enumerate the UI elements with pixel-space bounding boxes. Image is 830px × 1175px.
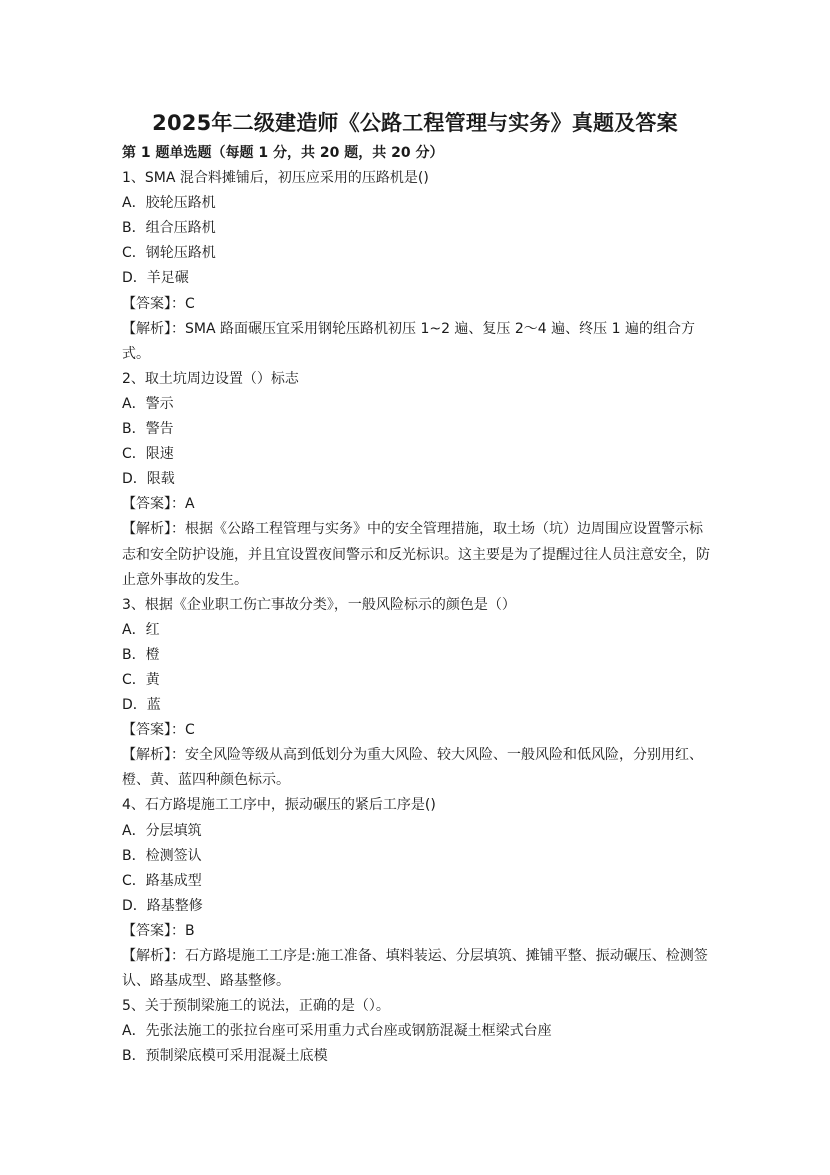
analysis: 【解析】：SMA 路面碾压宜采用钢轮压路机初压 1~2 遍、复压 2～4 遍、终压 1 遍的组合方式。 xyxy=(122,320,695,362)
option-c: C．钢轮压路机 xyxy=(122,245,216,262)
option-c: C．黄 xyxy=(122,671,160,688)
question-block xyxy=(122,367,712,593)
question-stem: 3、根据《企业职工伤亡事故分类》，一般风险标示的颜色是（） xyxy=(122,596,516,613)
question-stem: 1、SMA 混合料摊铺后，初压应采用的压路机是() xyxy=(122,170,429,187)
answer: 【答案】：C xyxy=(122,295,195,312)
section-heading: 第 1 题单选题（每题 1 分，共 20 题，共 20 分） xyxy=(122,145,444,161)
option-a: A．红 xyxy=(122,621,160,638)
answer: 【答案】：A xyxy=(122,496,195,513)
answer: 【答案】：C xyxy=(122,722,195,739)
option-b: B．组合压路机 xyxy=(122,220,216,237)
question-block xyxy=(122,994,712,1069)
option-b: B．预制梁底模可采用混凝土底模 xyxy=(122,1048,328,1065)
option-b: B．橙 xyxy=(122,646,160,663)
analysis: 【解析】：安全风险等级从高到低划分为重大风险、较大风险、一般风险和低风险，分别用红、橙、黄、蓝四种颜色标示。 xyxy=(122,747,703,789)
option-b: B．检测签认 xyxy=(122,847,202,864)
question-stem: 2、取土坑周边设置（）标志 xyxy=(122,370,299,387)
option-c: C．限速 xyxy=(122,446,174,463)
option-d: D．限载 xyxy=(122,471,175,488)
question-stem: 5、关于预制梁施工的说法，正确的是（）。 xyxy=(122,998,390,1015)
option-d: D．路基整修 xyxy=(122,897,203,914)
document-title: 2025年二级建造师《公路工程管理与实务》真题及答案 xyxy=(152,111,678,135)
question-block xyxy=(122,593,712,794)
option-b: B．警告 xyxy=(122,421,174,438)
option-a: A．先张法施工的张拉台座可采用重力式台座或钢筋混凝土框梁式台座 xyxy=(122,1023,552,1040)
option-a: A．胶轮压路机 xyxy=(122,195,216,212)
analysis: 【解析】：石方路堤施工工序是:施工准备、填料装运、分层填筑、摊铺平整、振动碾压、检测签认、路基成型、路基整修。 xyxy=(122,948,708,990)
question-block xyxy=(122,166,712,367)
option-c: C．路基成型 xyxy=(122,872,202,889)
question-block xyxy=(122,793,712,994)
option-d: D．羊足碾 xyxy=(122,270,189,287)
option-d: D．蓝 xyxy=(122,697,161,714)
question-stem: 4、石方路堤施工工序中，振动碾压的紧后工序是() xyxy=(122,797,436,814)
option-a: A．警示 xyxy=(122,395,174,412)
answer: 【答案】：B xyxy=(122,922,195,939)
document-body xyxy=(122,141,712,1069)
analysis: 【解析】：根据《公路工程管理与实务》中的安全管理措施，取土场（坑）边周围应设置警示标志和安全防护设施，并且宜设置夜间警示和反光标识。这主要是为了提醒过往人员注意安全，防止意外事故的发生。 xyxy=(122,521,710,588)
option-a: A．分层填筑 xyxy=(122,822,202,839)
